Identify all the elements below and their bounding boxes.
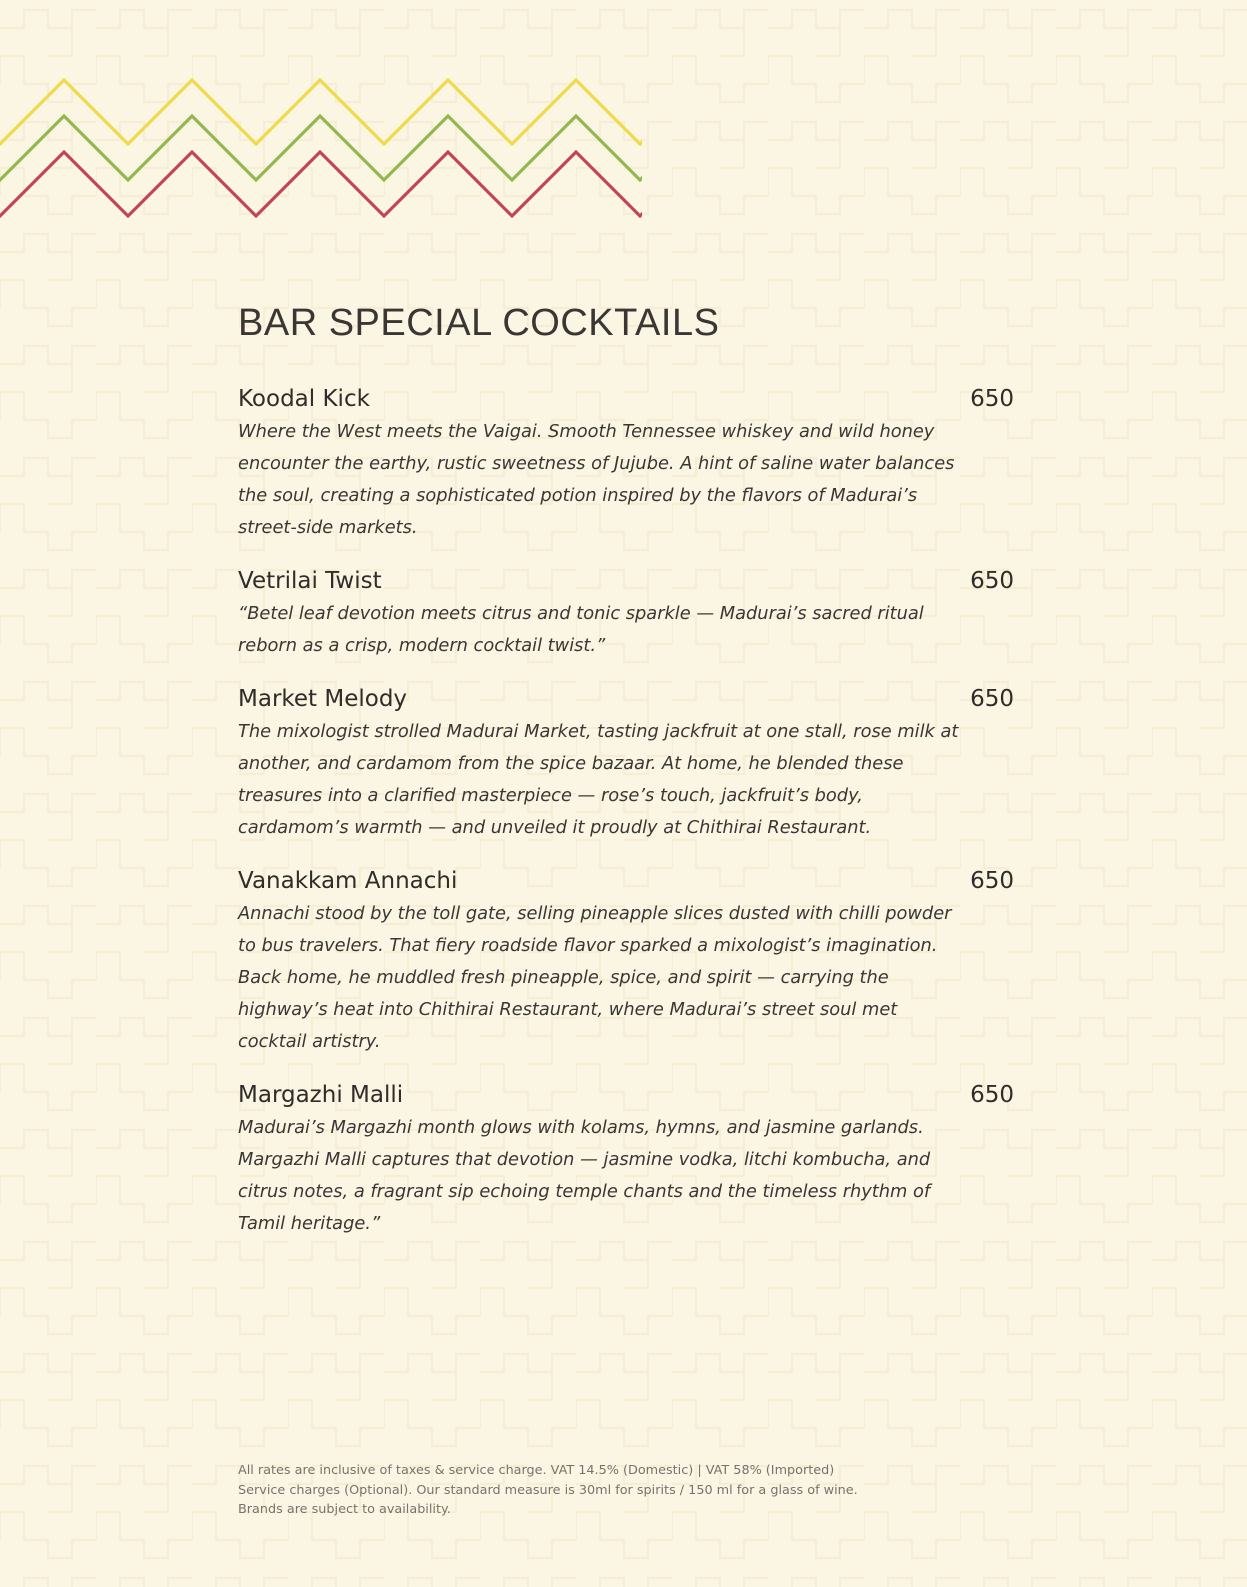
item-description: Madurai’s Margazhi month glows with kolams, hymns, and jasmine garlands. Margazhi Malli captures that devotion — jasmine vodka, litchi kombucha, and citrus notes, a fragrant sip echoing temple chants and the timeless rhythm of Tamil heritage.” <box>238 1117 931 1234</box>
zigzag-red-line <box>0 152 642 216</box>
menu-item-vanakkam-annachi <box>238 864 1018 1058</box>
item-name: Koodal Kick <box>238 386 370 412</box>
menu-item-koodal-kick <box>238 382 1018 544</box>
item-price: 650 <box>970 386 1014 412</box>
footer-tax-note: All rates are inclusive of taxes & service charge. VAT 14.5% (Domestic) | VAT 58% (Imported) <box>238 1463 835 1478</box>
item-description: The mixologist strolled Madurai Market, tasting jackfruit at one stall, rose milk at another, and cardamom from the spice bazaar. At home, he blended these treasures into a clarified masterpiece — rose’s touch, jackfruit’s body, cardamom’s warmth — and unveiled it proudly at Chithirai Restaurant. <box>238 721 959 838</box>
zigzag-decoration <box>0 70 642 230</box>
item-price: 650 <box>970 1082 1014 1108</box>
page-title: BAR SPECIAL COCKTAILS <box>238 302 720 344</box>
item-description: “Betel leaf devotion meets citrus and tonic sparkle — Madurai’s sacred ritual reborn as a crisp, modern cocktail twist.” <box>238 603 924 656</box>
zigzag-green-line <box>0 116 642 180</box>
footer-availability-note: Brands are subject to availability. <box>238 1502 451 1517</box>
item-description: Where the West meets the Vaigai. Smooth Tennessee whiskey and wild honey encounter the earthy, rustic sweetness of Jujube. A hint of saline water balances the soul, creating a sophisticated potion inspired by the flavors of Madurai’s street-side markets. <box>238 421 955 538</box>
menu-item-vetrilai-twist <box>238 564 1018 662</box>
item-name: Vetrilai Twist <box>238 568 382 594</box>
menu-item-market-melody <box>238 682 1018 844</box>
footer-measure-note: Service charges (Optional). Our standard measure is 30ml for spirits / 150 ml for a glass of wine. <box>238 1482 858 1498</box>
cocktail-menu <box>238 382 1018 1260</box>
item-price: 650 <box>970 686 1014 712</box>
zigzag-yellow-line <box>0 80 642 144</box>
item-description: Annachi stood by the toll gate, selling pineapple slices dusted with chilli powder to bus travelers. That fiery roadside flavor sparked a mixologist’s imagination. Back home, he muddled fresh pineapple, spice, and spirit — carrying the highway’s heat into Chithirai Restaurant, where Madurai’s street soul met cocktail artistry. <box>238 903 952 1052</box>
menu-item-margazhi-malli <box>238 1078 1018 1240</box>
item-name: Margazhi Malli <box>238 1082 404 1108</box>
footer-notes <box>238 1461 958 1520</box>
item-name: Market Melody <box>238 686 408 712</box>
item-name: Vanakkam Annachi <box>238 868 458 894</box>
item-price: 650 <box>970 568 1014 594</box>
item-price: 650 <box>970 868 1014 894</box>
